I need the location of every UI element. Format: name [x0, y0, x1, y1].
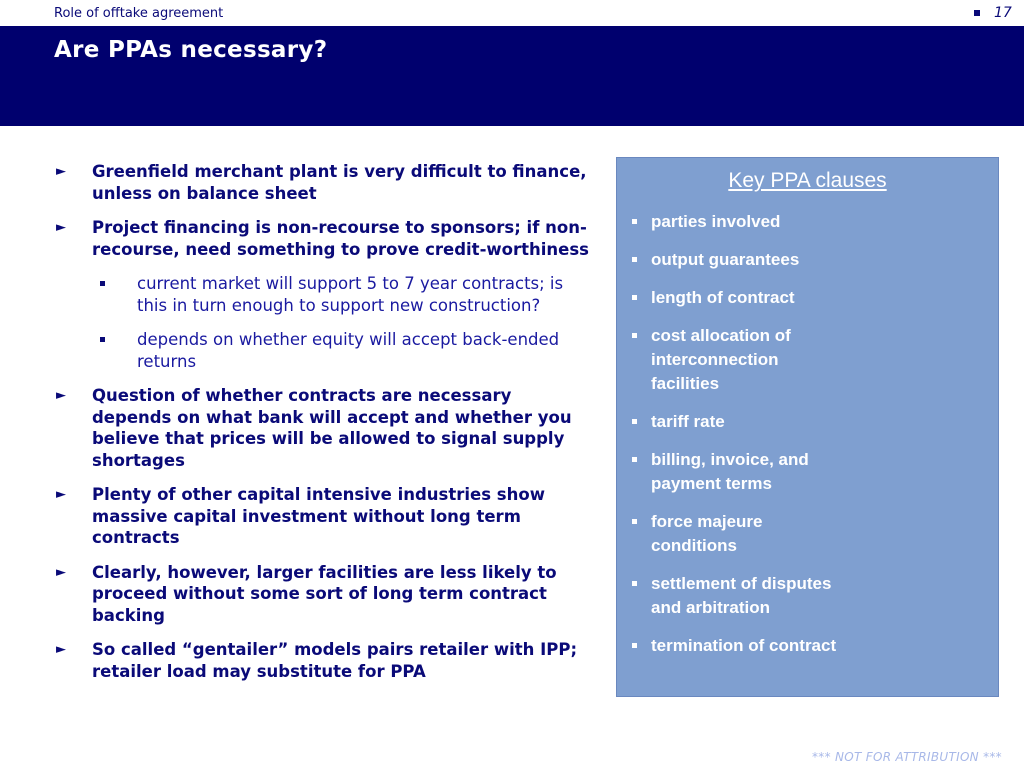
clause-item — [629, 286, 969, 310]
clause-item — [629, 248, 969, 272]
bullet-item — [54, 217, 594, 260]
clause-text: length of contract — [651, 288, 795, 307]
section-title: Role of offtake agreement — [54, 6, 224, 21]
clause-text: settlement of disputes and arbitration — [651, 574, 832, 617]
clause-item — [629, 448, 969, 496]
key-clauses-panel — [616, 157, 999, 697]
top-bar — [0, 0, 1024, 26]
clause-item — [629, 324, 969, 396]
square-bullet-icon — [632, 333, 637, 338]
bullet-text: Clearly, however, larger facilities are less likely to proceed without some sort of long term contract backing — [92, 562, 557, 625]
square-bullet-icon — [632, 257, 637, 262]
arrow-right-icon: ► — [56, 220, 66, 235]
clause-text: billing, invoice, and payment terms — [651, 450, 809, 493]
square-marker-icon — [974, 10, 980, 16]
square-bullet-icon — [632, 519, 637, 524]
arrow-right-icon: ► — [56, 487, 66, 502]
square-bullet-icon — [632, 581, 637, 586]
square-bullet-icon — [632, 295, 637, 300]
bullet-item — [54, 161, 594, 204]
clause-list — [629, 210, 969, 672]
footer-disclaimer: *** NOT FOR ATTRIBUTION *** — [812, 750, 1002, 764]
slide-title: Are PPAs necessary? — [54, 37, 328, 63]
square-bullet-icon — [632, 219, 637, 224]
square-bullet-icon — [632, 643, 637, 648]
square-bullet-icon — [100, 337, 105, 342]
clause-item — [629, 210, 969, 234]
bullet-text: Greenfield merchant plant is very difficult to finance, unless on balance sheet — [92, 162, 587, 203]
square-bullet-icon — [632, 419, 637, 424]
bullet-item — [54, 385, 594, 471]
clause-item — [629, 410, 969, 434]
clause-text: parties involved — [651, 212, 781, 231]
page-number: 17 — [994, 5, 1012, 21]
sub-bullet-item — [54, 329, 594, 372]
clause-text: termination of contract — [651, 636, 837, 655]
clause-text: force majeure conditions — [651, 512, 763, 555]
clause-text: output guarantees — [651, 250, 800, 269]
clause-item — [629, 572, 969, 620]
bullet-text: So called “gentailer” models pairs retailer with IPP; retailer load may substitute for PPA — [92, 640, 578, 681]
clause-item — [629, 634, 969, 658]
panel-title: Key PPA clauses — [728, 169, 887, 192]
bullet-item — [54, 639, 594, 682]
bullet-item — [54, 562, 594, 627]
bullet-text: Project financing is non-recourse to sponsors; if non-recourse, need something to prove credit-worthiness — [92, 218, 590, 259]
clause-item — [629, 510, 969, 558]
bullet-text: Question of whether contracts are necessary depends on what bank will accept and whether you believe that prices will be allowed to signal supply shortages — [92, 386, 572, 470]
square-bullet-icon — [100, 281, 105, 286]
arrow-right-icon: ► — [56, 388, 66, 403]
arrow-right-icon: ► — [56, 164, 66, 179]
bullet-list — [54, 161, 594, 695]
arrow-right-icon: ► — [56, 564, 66, 580]
sub-bullet-text: depends on whether equity will accept back-ended returns — [137, 330, 560, 371]
bullet-item — [54, 484, 594, 549]
bullet-text: Plenty of other capital intensive industries show massive capital investment without long term contracts — [92, 485, 545, 547]
sub-bullet-item — [54, 273, 594, 316]
clause-text: cost allocation of interconnection facilities — [651, 326, 791, 393]
arrow-right-icon: ► — [56, 642, 66, 657]
clause-text: tariff rate — [651, 412, 725, 431]
square-bullet-icon — [632, 457, 637, 462]
sub-bullet-text: current market will support 5 to 7 year contracts; is this in turn enough to support new construction? — [137, 274, 564, 315]
